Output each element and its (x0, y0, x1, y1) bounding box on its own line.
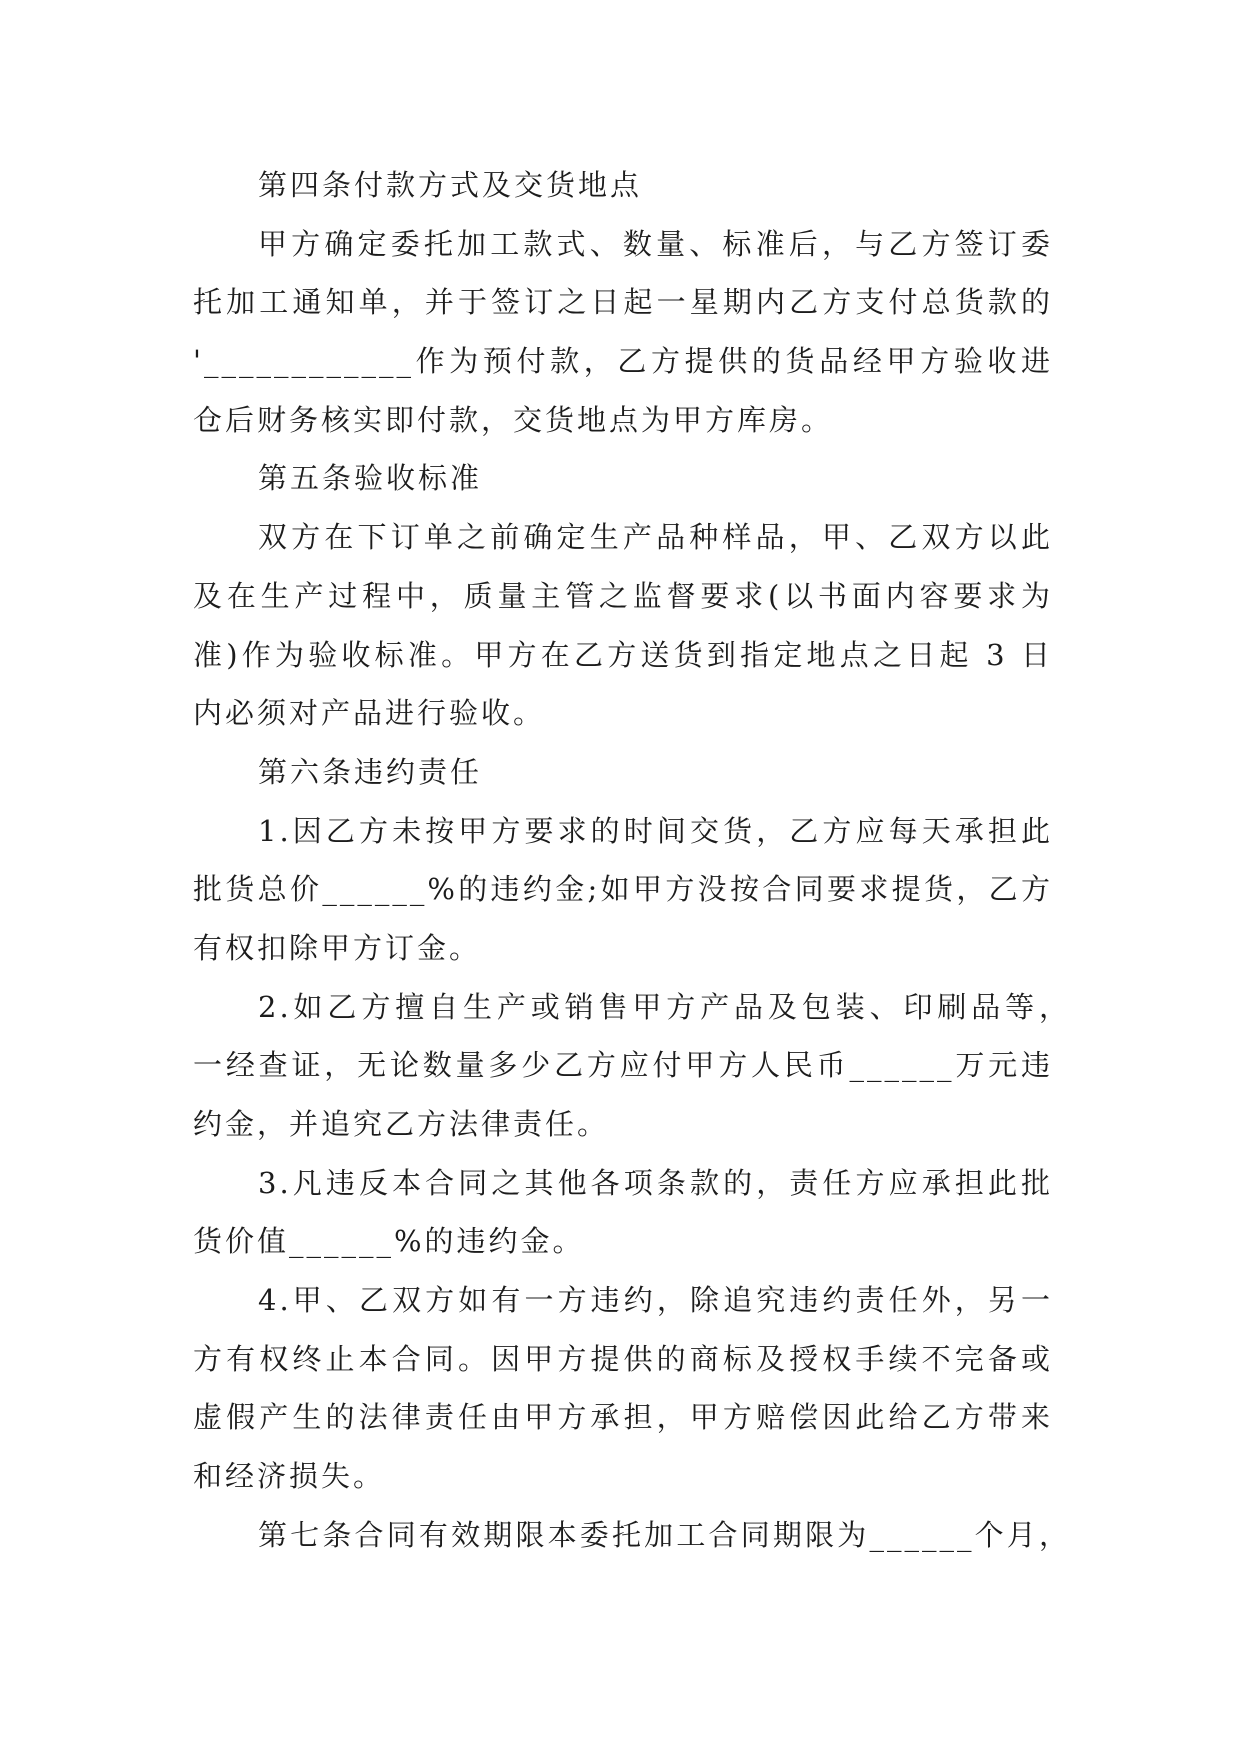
text-line: 3.凡违反本合同之其他各项条款的，责任方应承担此批 (258, 1165, 1053, 1200)
text-line: 批货总价______%的违约金;如甲方没按合同要求提货，乙方 (193, 872, 1053, 907)
article-heading-liability (193, 743, 1053, 802)
text-line: 约金，并追究乙方法律责任。 (193, 1107, 610, 1141)
text-line: 双方在下订单之前确定生产品种样品，甲、乙双方以此 (258, 520, 1053, 555)
text-line: 2.如乙方擅自生产或销售甲方产品及包装、印刷品等， (258, 989, 1071, 1024)
paragraph-acceptance-standard (193, 508, 1053, 743)
text-line: 和经济损失。 (193, 1459, 386, 1494)
liability-item-2 (193, 978, 1071, 1154)
heading-text: 第五条验收标准 (258, 461, 483, 496)
liability-item-3 (193, 1154, 1053, 1271)
text-line: 内必须对产品进行验收。 (193, 696, 546, 731)
text-line: 虚假产生的法律责任由甲方承担，甲方赔偿因此给乙方带来 (193, 1400, 1053, 1435)
liability-item-4 (193, 1271, 1053, 1506)
article-validity-period (193, 1506, 1071, 1565)
text-line: 4.甲、乙双方如有一方违约，除追究违约责任外，另一 (258, 1283, 1053, 1318)
text-line: 及在生产过程中，质量主管之监督要求(以书面内容要求为 (193, 578, 1053, 613)
article-heading-acceptance (193, 449, 1053, 508)
heading-text: 第六条违约责任 (258, 754, 483, 789)
text-line: 托加工通知单，并于签订之日起一星期内乙方支付总货款的 (193, 285, 1053, 320)
heading-text: 第四条付款方式及交货地点 (258, 168, 643, 202)
text-line: 仓后财务核实即付款，交货地点为甲方库房。 (193, 402, 834, 437)
text-line: 有权扣除甲方订金。 (193, 930, 482, 965)
liability-item-1 (193, 802, 1053, 978)
paragraph-payment-terms (193, 215, 1053, 450)
text-line: 一经查证，无论数量多少乙方应付甲方人民币______万元违 (193, 1048, 1053, 1083)
article-heading-payment (193, 156, 1053, 215)
text-line: 方有权终止本合同。因甲方提供的商标及授权手续不完备或 (193, 1341, 1053, 1376)
text-line: 货价值______%的违约金。 (193, 1224, 585, 1259)
text-line: 第七条合同有效期限本委托加工合同期限为______个月， (258, 1517, 1071, 1552)
text-line: '____________作为预付款，乙方提供的货品经甲方验收进 (193, 344, 1053, 379)
text-line: 准)作为验收标准。甲方在乙方送货到指定地点之日起 3 日 (193, 637, 1053, 672)
text-line: 甲方确定委托加工款式、数量、标准后，与乙方签订委 (258, 226, 1053, 261)
text-line: 1.因乙方未按甲方要求的时间交货，乙方应每天承担此 (258, 813, 1053, 848)
document-body (193, 156, 1071, 1565)
